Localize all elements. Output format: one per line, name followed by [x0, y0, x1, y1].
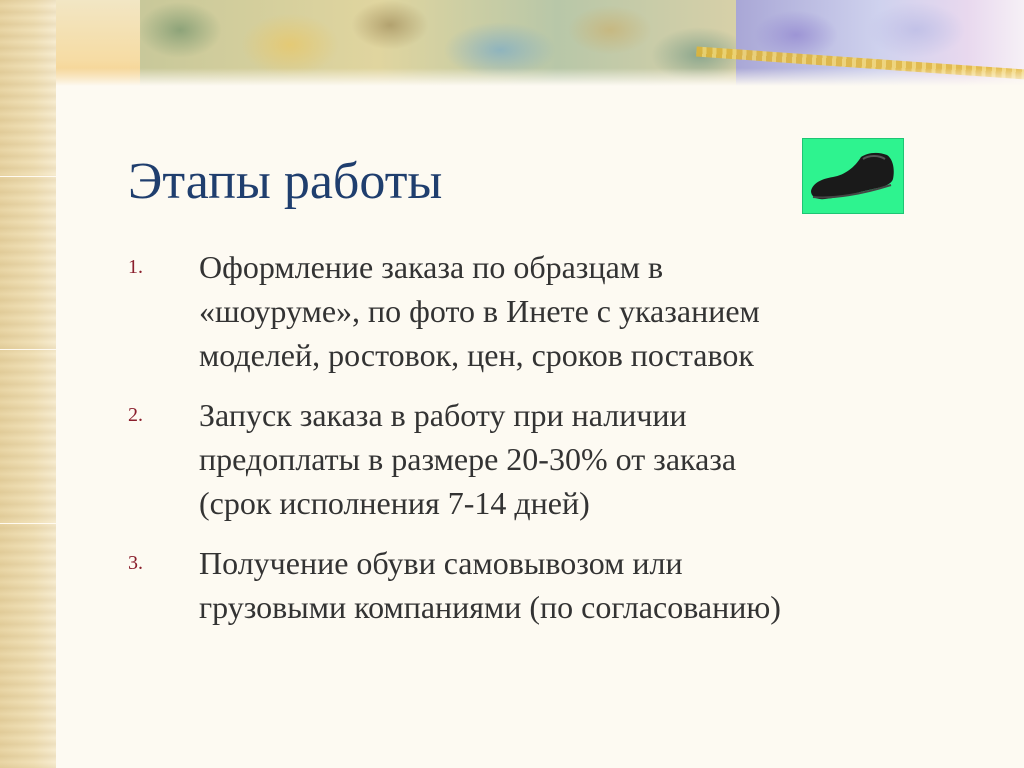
list-item	[128, 393, 958, 525]
slide-title: Этапы работы	[128, 153, 443, 210]
step-text: Получение обуви самовывозом или грузовыми компаниями (по согласованию)	[199, 545, 781, 625]
left-texture-strip	[0, 0, 56, 768]
step-number: 1.	[128, 256, 143, 278]
steps-list	[128, 245, 958, 645]
list-item	[128, 541, 958, 629]
shoe-icon	[802, 138, 904, 214]
step-text: Запуск заказа в работу при наличии предоплаты в размере 20-30% от заказа (срок исполнения 7-14 дней)	[199, 397, 737, 521]
step-text: Оформление заказа по образцам в «шоуруме», по фото в Инете с указанием моделей, ростовок, цен, сроков поставок	[199, 249, 760, 373]
step-number: 3.	[128, 552, 143, 574]
top-decorative-banner	[56, 0, 1024, 86]
list-item	[128, 245, 958, 377]
step-number: 2.	[128, 404, 143, 426]
